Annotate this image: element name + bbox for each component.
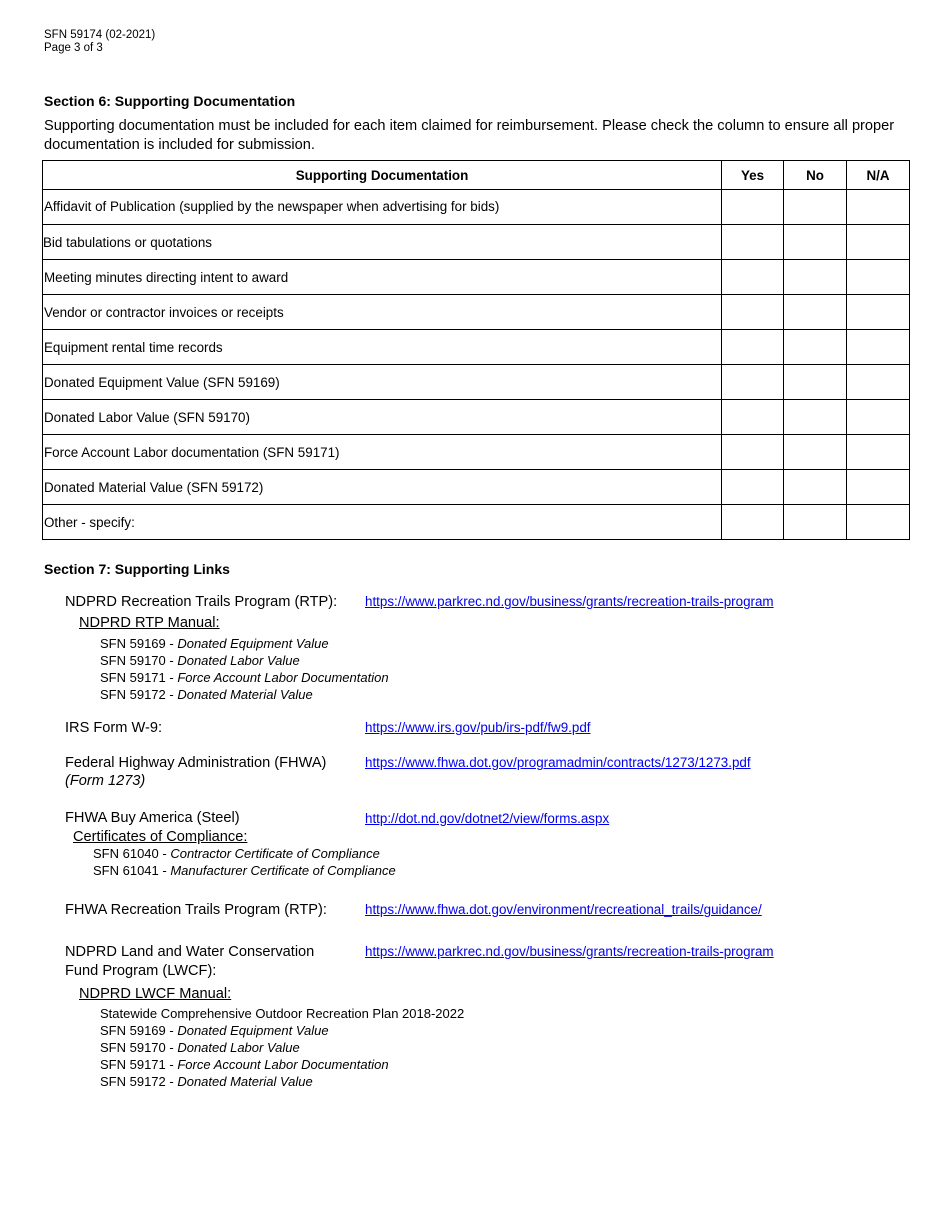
na-checkbox-cell[interactable] (847, 505, 910, 540)
yes-checkbox-cell[interactable] (722, 505, 784, 540)
lwcf-plan-item: Statewide Comprehensive Outdoor Recreation Plan 2018-2022 (100, 1006, 465, 1021)
na-checkbox-cell[interactable] (847, 435, 910, 470)
yes-checkbox-cell[interactable] (722, 225, 784, 260)
irs-w9-link[interactable]: https://www.irs.gov/pub/irs-pdf/fw9.pdf (365, 720, 591, 735)
no-checkbox-cell[interactable] (784, 330, 847, 365)
row-label: Bid tabulations or quotations (43, 225, 722, 260)
lwcf-label-line2: Fund Program (LWCF): (65, 963, 217, 979)
na-checkbox-cell[interactable] (847, 225, 910, 260)
column-header-yes: Yes (722, 161, 784, 190)
fhwa-label: Federal Highway Administration (FHWA) (65, 755, 327, 771)
no-checkbox-cell[interactable] (784, 295, 847, 330)
na-checkbox-cell[interactable] (847, 330, 910, 365)
yes-checkbox-cell[interactable] (722, 435, 784, 470)
table-row (43, 260, 910, 295)
row-label: Force Account Labor documentation (SFN 59171) (43, 435, 722, 470)
no-checkbox-cell[interactable] (784, 470, 847, 505)
no-checkbox-cell[interactable] (784, 190, 847, 225)
rtp-link[interactable]: https://www.parkrec.nd.gov/business/grants/recreation-trails-program (365, 594, 774, 609)
lwcf-form-item: SFN 59172 - Donated Material Value (100, 1074, 313, 1089)
rtp-form-item: SFN 59171 - Force Account Labor Documentation (100, 670, 389, 685)
row-label: Donated Labor Value (SFN 59170) (43, 400, 722, 435)
buy-america-label: FHWA Buy America (Steel) (65, 810, 240, 826)
na-checkbox-cell[interactable] (847, 295, 910, 330)
row-label: Donated Equipment Value (SFN 59169) (43, 365, 722, 400)
certificate-form-item: SFN 61041 - Manufacturer Certificate of Compliance (93, 863, 396, 878)
lwcf-form-item: SFN 59170 - Donated Labor Value (100, 1040, 300, 1055)
row-label: Vendor or contractor invoices or receipts (43, 295, 722, 330)
yes-checkbox-cell[interactable] (722, 260, 784, 295)
na-checkbox-cell[interactable] (847, 190, 910, 225)
table-row (43, 470, 910, 505)
rtp-manual-heading: NDPRD RTP Manual: (79, 615, 220, 631)
supporting-documentation-table (42, 160, 910, 540)
row-label: Affidavit of Publication (supplied by the newspaper when advertising for bids) (43, 190, 722, 225)
table-row (43, 365, 910, 400)
column-header-documentation: Supporting Documentation (43, 161, 722, 190)
yes-checkbox-cell[interactable] (722, 365, 784, 400)
no-checkbox-cell[interactable] (784, 435, 847, 470)
buy-america-link[interactable]: http://dot.nd.gov/dotnet2/view/forms.aspx (365, 811, 610, 826)
yes-checkbox-cell[interactable] (722, 295, 784, 330)
no-checkbox-cell[interactable] (784, 365, 847, 400)
row-label: Donated Material Value (SFN 59172) (43, 470, 722, 505)
lwcf-link[interactable]: https://www.parkrec.nd.gov/business/grants/recreation-trails-program (365, 944, 774, 959)
lwcf-label-line1: NDPRD Land and Water Conservation (65, 944, 315, 960)
table-header-row (43, 161, 910, 190)
no-checkbox-cell[interactable] (784, 260, 847, 295)
certificate-form-item: SFN 61040 - Contractor Certificate of Compliance (93, 846, 380, 861)
column-header-no: No (784, 161, 847, 190)
yes-checkbox-cell[interactable] (722, 330, 784, 365)
table-row (43, 435, 910, 470)
row-label-other-specify[interactable]: Other - specify: (43, 505, 722, 540)
table-row (43, 505, 910, 540)
lwcf-form-item: SFN 59169 - Donated Equipment Value (100, 1023, 329, 1038)
na-checkbox-cell[interactable] (847, 260, 910, 295)
form-header (44, 29, 155, 54)
rtp-form-item: SFN 59169 - Donated Equipment Value (100, 636, 329, 651)
lwcf-manual-heading: NDPRD LWCF Manual: (79, 986, 232, 1002)
no-checkbox-cell[interactable] (784, 505, 847, 540)
rtp-form-item: SFN 59170 - Donated Labor Value (100, 653, 300, 668)
rtp-label: NDPRD Recreation Trails Program (RTP): (65, 594, 338, 610)
yes-checkbox-cell[interactable] (722, 470, 784, 505)
column-header-na: N/A (847, 161, 910, 190)
page-number: Page 3 of 3 (44, 41, 103, 54)
fhwa-1273-link[interactable]: https://www.fhwa.dot.gov/programadmin/contracts/1273/1273.pdf (365, 755, 751, 770)
na-checkbox-cell[interactable] (847, 470, 910, 505)
table-row (43, 400, 910, 435)
row-label: Equipment rental time records (43, 330, 722, 365)
section6-intro: Supporting documentation must be included for each item claimed for reimbursement. Please check the column to ensure all proper documentation is included for submission. (44, 118, 895, 153)
section6-title: Section 6: Supporting Documentation (44, 93, 296, 109)
table-row (43, 295, 910, 330)
table-row (43, 225, 910, 260)
no-checkbox-cell[interactable] (784, 225, 847, 260)
na-checkbox-cell[interactable] (847, 400, 910, 435)
fhwa-rtp-label: FHWA Recreation Trails Program (RTP): (65, 902, 327, 918)
rtp-form-item: SFN 59172 - Donated Material Value (100, 687, 313, 702)
table-row (43, 330, 910, 365)
yes-checkbox-cell[interactable] (722, 400, 784, 435)
lwcf-form-item: SFN 59171 - Force Account Labor Documentation (100, 1057, 389, 1072)
no-checkbox-cell[interactable] (784, 400, 847, 435)
section7-title: Section 7: Supporting Links (44, 561, 230, 577)
fhwa-sublabel: (Form 1273) (65, 773, 146, 789)
yes-checkbox-cell[interactable] (722, 190, 784, 225)
fhwa-rtp-link[interactable]: https://www.fhwa.dot.gov/environment/recreational_trails/guidance/ (365, 902, 762, 917)
irs-label: IRS Form W-9: (65, 720, 163, 736)
table-row (43, 190, 910, 225)
form-number: SFN 59174 (02-2021) (44, 29, 156, 41)
row-label: Meeting minutes directing intent to award (43, 260, 722, 295)
certificates-heading: Certificates of Compliance: (73, 829, 248, 845)
na-checkbox-cell[interactable] (847, 365, 910, 400)
